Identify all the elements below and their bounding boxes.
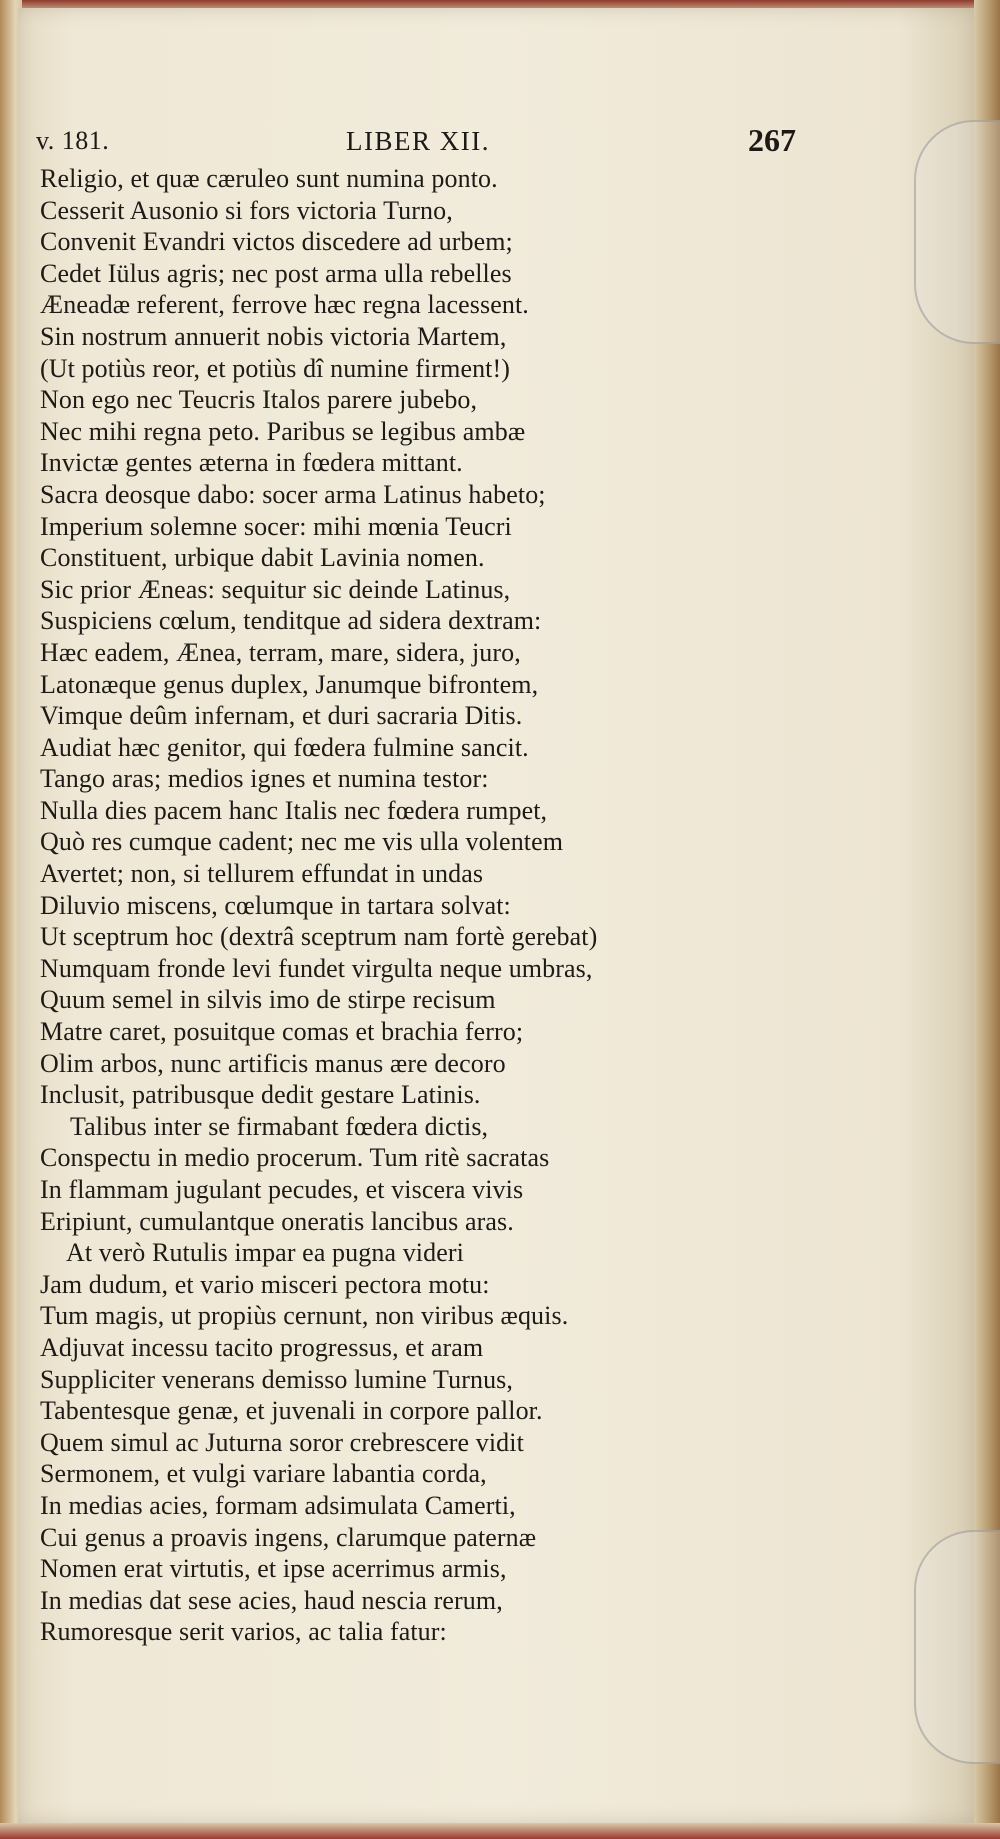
verse-line: In medias acies, formam adsimulata Camerti, — [40, 1490, 516, 1520]
verse-line: Avertet; non, si tellurem effundat in undas — [40, 859, 484, 889]
verse-line: Sin nostrum annuerit nobis victoria Martem, — [40, 321, 507, 351]
verse-line: Suspiciens cœlum, tenditque ad sidera dextram: — [40, 606, 542, 636]
verse-line: Eripiunt, cumulantque oneratis lancibus aras. — [40, 1206, 514, 1236]
verse-line: Ut sceptrum hoc (dextrâ sceptrum nam fortè gerebat) — [40, 922, 598, 952]
verse-line: Diluvio miscens, cœlumque in tartara solvat: — [40, 890, 511, 920]
verse-line: Convenit Evandri victos discedere ad urbem; — [40, 227, 513, 257]
verse-line: Matre caret, posuitque comas et brachia ferro; — [40, 1017, 524, 1047]
verse-line: Sacra deosque dabo: socer arma Latinus habeto; — [40, 479, 546, 509]
verse-line: Nomen erat virtutis, et ipse acerrimus armis, — [40, 1554, 507, 1584]
verse-line: Suppliciter venerans demisso lumine Turnus, — [40, 1364, 513, 1394]
verse-line: Tabentesque genæ, et juvenali in corpore pallor. — [40, 1396, 543, 1426]
verse-line: (Ut potiùs reor, et potiùs dî numine firment!) — [40, 353, 511, 383]
verse-line: Rumoresque serit varios, ac talia fatur: — [40, 1617, 447, 1647]
verse-line: In flammam jugulant pecudes, et viscera vivis — [40, 1175, 524, 1204]
book-title: LIBER XII. — [346, 126, 490, 156]
running-header — [36, 120, 796, 164]
verse-text — [40, 163, 820, 1648]
verse-line: Non ego nec Teucris Italos parere jubebo, — [40, 385, 478, 415]
verse-line: Jam dudum, et vario misceri pectora motu: — [40, 1269, 490, 1299]
verse-line: Hæc eadem, Ænea, terram, mare, sidera, juro, — [40, 637, 521, 667]
verse-line: Tango aras; medios ignes et numina testor: — [40, 764, 489, 794]
verse-line: Talibus inter se firmabant fœdera dictis, — [70, 1111, 489, 1141]
verse-line: At verò Rutulis impar ea pugna videri — [66, 1238, 464, 1268]
verse-line: Æneadæ referent, ferrove hæc regna lacessent. — [40, 290, 529, 320]
verse-line: Quum semel in silvis imo de stirpe recisum — [40, 985, 496, 1015]
verse-line: In medias dat sese acies, haud nescia rerum, — [40, 1585, 503, 1615]
page-number: 267 — [748, 122, 796, 158]
verse-line: Adjuvat incessu tacito progressus, et aram — [40, 1332, 484, 1362]
verse-line: Invictæ gentes æterna in fœdera mittant. — [40, 448, 463, 478]
verse-line: Olim arbos, nunc artificis manus ære decoro — [40, 1048, 506, 1078]
page-clip-bottom — [914, 1530, 1000, 1764]
verse-line: Quò res cumque cadent; nec me vis ulla volentem — [40, 827, 564, 857]
verse-line: Latonæque genus duplex, Janumque bifrontem, — [40, 669, 539, 699]
page-clip-top — [914, 120, 1000, 344]
verse-line: Nulla dies pacem hanc Italis nec fœdera rumpet, — [40, 795, 548, 825]
verse-line: Sic prior Æneas: sequitur sic deinde Latinus, — [40, 574, 511, 604]
verse-line: Numquam fronde levi fundet virgulta neque umbras, — [40, 953, 593, 983]
verse-line: Religio, et quæ cæruleo sunt numina ponto. — [40, 164, 498, 193]
verse-line: Constituent, urbique dabit Lavinia nomen. — [40, 543, 485, 573]
verse-line: Nec mihi regna peto. Paribus se legibus ambæ — [40, 416, 526, 446]
verse-line: Audiat hæc genitor, qui fœdera fulmine sancit. — [40, 732, 529, 762]
verse-line: Cui genus a proavis ingens, clarumque paternæ — [40, 1522, 537, 1552]
verse-line: Inclusit, patribusque dedit gestare Latinis. — [40, 1080, 481, 1110]
book-binding-bottom — [0, 1823, 1000, 1839]
verse-line: Sermonem, et vulgi variare labantia corda, — [40, 1459, 487, 1489]
verse-reference: v. 181. — [36, 126, 110, 155]
verse-line: Imperium solemne socer: mihi mœnia Teucri — [40, 511, 512, 541]
verse-line: Vimque deûm infernam, et duri sacraria Ditis. — [40, 701, 523, 731]
verse-line: Conspectu in medio procerum. Tum ritè sacratas — [40, 1143, 550, 1173]
verse-line: Quem simul ac Juturna soror crebrescere vidit — [40, 1427, 524, 1457]
verse-line: Cedet Iülus agris; nec post arma ulla rebelles — [40, 258, 512, 288]
verse-line: Cesserit Ausonio si fors victoria Turno, — [40, 195, 453, 225]
verse-line: Tum magis, ut propiùs cernunt, non viribus æquis. — [40, 1301, 569, 1331]
